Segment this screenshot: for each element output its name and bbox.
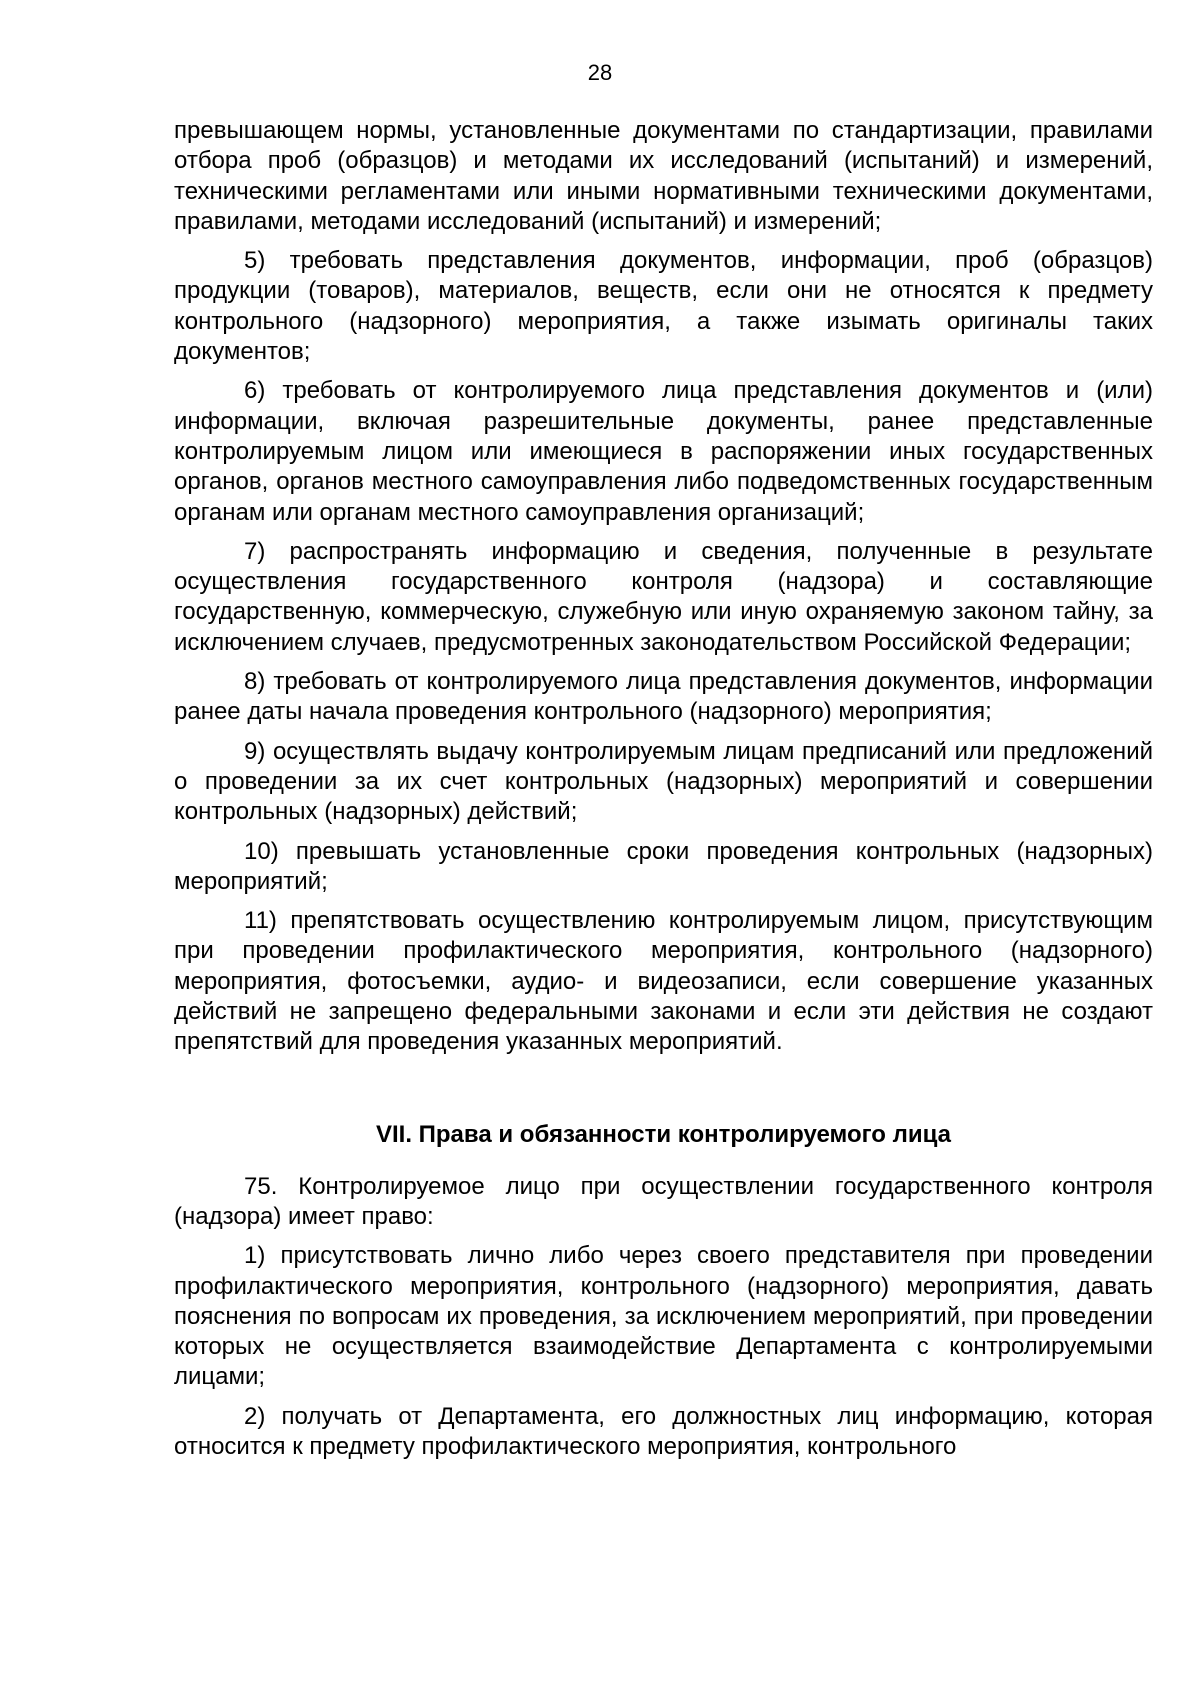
section-heading: VII. Права и обязанности контролируемого лица: [375, 1120, 952, 1148]
paragraph-item-8: 8) требовать от контролируемого лица представления документов, информации ранее даты начала проведения контрольного (надзорного) мероприятия;: [174, 668, 1153, 726]
paragraph-item-10: 10) превышать установленные сроки проведения контрольных (надзорных) мероприятий;: [174, 837, 1153, 895]
paragraph-continuation: превышающем нормы, установленные документами по стандартизации, правилами отбора проб (образцов) и методами их исследований (испытаний) и измерений, техническими регламентами или иными нормативными техническими документами, правилами, методами исследований (испытаний) и измерений;: [174, 117, 1153, 235]
paragraph-item-9: 9) осуществлять выдачу контролируемым лицам предписаний или предложений о проведении за их счет контрольных (надзорных) мероприятий и совершении контрольных (надзорных) действий;: [174, 737, 1153, 826]
paragraph-right-1: 1) присутствовать лично либо через своего представителя при проведении профилактического мероприятия, контрольного (надзорного) мероприятия, давать пояснения по вопросам их проведения, за исключением мероприятий, при проведении которых не осуществляется взаимодействие Департамента с контролируемыми лицами;: [174, 1242, 1153, 1391]
paragraph-item-6: 6) требовать от контролируемого лица представления документов и (или) информации, включая разрешительные документы, ранее представленные контролируемым лицом или имеющиеся в распоряжении иных государственных органов, органов местного самоуправления либо подведомственных государственным органам или органам местного самоуправления организаций;: [174, 377, 1153, 526]
paragraph-item-5: 5) требовать представления документов, информации, проб (образцов) продукции (товаров), материалов, веществ, если они не относятся к предмету контрольного (надзорного) мероприятия, а также изымать оригиналы таких документов;: [174, 247, 1153, 366]
paragraph-item-7: 7) распространять информацию и сведения, полученные в результате осуществления государственного контроля (надзора) и составляющие государственную, коммерческую, служебную или иную охраняемую законом тайну, за исключением случаев, предусмотренных законодательством Российской Федерации;: [174, 537, 1153, 656]
paragraph-clause-75: 75. Контролируемое лицо при осуществлении государственного контроля (надзора) имеет право:: [174, 1172, 1153, 1230]
page-number: 28: [587, 60, 613, 85]
paragraph-item-11: 11) препятствовать осуществлению контролируемым лицом, присутствующим при проведении профилактического мероприятия, контрольного (надзорного) мероприятия, фотосъемки, аудио- и видеозаписи, если совершение указанных действий не запрещено федеральными законами и если эти действия не создают препятствий для проведения указанных мероприятий.: [174, 907, 1153, 1056]
paragraph-right-2: 2) получать от Департамента, его должностных лиц информацию, которая относится к предмету профилактического мероприятия, контрольного: [174, 1402, 1153, 1460]
document-body: [174, 116, 1153, 1471]
